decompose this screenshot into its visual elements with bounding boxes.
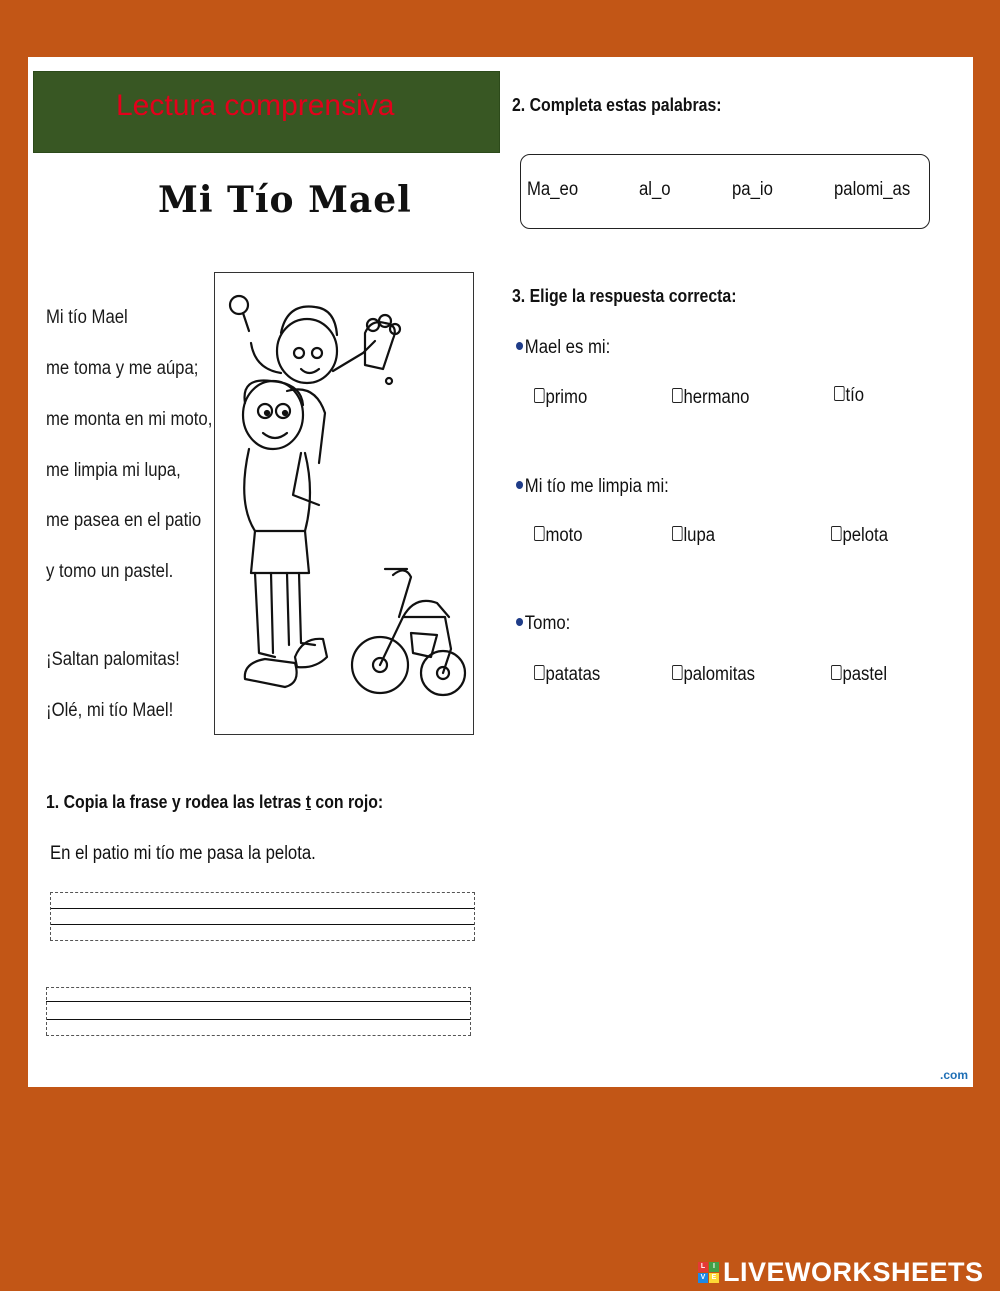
option-hermano[interactable] [672, 387, 749, 409]
option-label: hermano [683, 387, 750, 408]
liveworksheets-grid-icon [698, 1262, 719, 1283]
poem-line: me pasea en el patio [46, 510, 202, 531]
dashed-guide [46, 987, 471, 988]
checkbox-icon[interactable] [534, 526, 545, 541]
checkbox-icon[interactable] [534, 388, 545, 403]
option-tio[interactable] [834, 385, 864, 407]
checkbox-icon[interactable] [834, 386, 845, 401]
question-text: Mael es mi: [524, 337, 611, 358]
blank-word[interactable]: pa_io [732, 179, 773, 200]
question-text: Mi tío me limpia mi: [524, 476, 669, 497]
line-edge [50, 892, 51, 940]
checkbox-icon[interactable] [672, 526, 683, 541]
solid-guide [50, 924, 475, 925]
poem-line: me limpia mi lupa, [46, 460, 181, 481]
question1-heading-part: con rojo: [311, 792, 384, 812]
line-edge [470, 987, 471, 1035]
banner-title: Lectura comprensiva [116, 89, 395, 122]
bullet-icon [516, 342, 523, 350]
question1-heading-part: 1. Copia la frase y rodea las letras [46, 792, 306, 812]
logo-letter: I [709, 1262, 719, 1272]
blank-word[interactable]: palomi_as [834, 179, 911, 200]
solid-guide [50, 908, 475, 909]
line-edge [474, 892, 475, 940]
option-label: tío [845, 385, 865, 406]
left-column [28, 57, 500, 1087]
solid-guide [46, 1019, 471, 1020]
question-item-2 [516, 476, 669, 498]
solid-guide [46, 1001, 471, 1002]
checkbox-icon[interactable] [672, 665, 683, 680]
question-item-1 [516, 337, 610, 359]
poem-line: ¡Saltan palomitas! [46, 649, 180, 670]
question1-heading-letter: t [305, 792, 312, 812]
poem-line: me toma y me aúpa; [46, 358, 199, 379]
dotcom-mark: .com [939, 1068, 968, 1082]
story-title: Mi Tío Mael [158, 179, 412, 221]
story-illustration [214, 272, 474, 735]
bullet-icon [516, 481, 523, 489]
question-text: Tomo: [524, 613, 571, 634]
dashed-guide [50, 892, 475, 893]
title-banner [33, 71, 500, 153]
blank-word[interactable]: Ma_eo [527, 179, 579, 200]
logo-letter: E [709, 1273, 719, 1283]
poem-line: me monta en mi moto, [46, 409, 213, 430]
question2-heading: 2. Completa estas palabras: [512, 95, 722, 115]
poem-line: Mi tío Mael [46, 307, 128, 328]
worksheet [28, 57, 973, 1087]
poem-line: ¡Olé, mi tío Mael! [46, 700, 174, 721]
dashed-guide [50, 940, 475, 941]
option-patatas[interactable] [534, 664, 600, 686]
checkbox-icon[interactable] [672, 388, 683, 403]
word-completion-box [520, 154, 930, 229]
option-primo[interactable] [534, 387, 587, 409]
option-lupa[interactable] [672, 525, 715, 547]
dashed-guide [46, 1035, 471, 1036]
blank-word[interactable]: al_o [639, 179, 671, 200]
option-label: lupa [683, 525, 716, 546]
line-edge [46, 987, 47, 1035]
liveworksheets-logo[interactable] [698, 1257, 984, 1288]
option-label: patatas [545, 664, 601, 685]
option-label: palomitas [683, 664, 756, 685]
writing-line-2[interactable] [46, 987, 471, 1035]
checkbox-icon[interactable] [831, 526, 842, 541]
bullet-icon [516, 618, 523, 626]
question-item-3 [516, 613, 570, 635]
option-pastel[interactable] [831, 664, 887, 686]
checkbox-icon[interactable] [534, 665, 545, 680]
option-palomitas[interactable] [672, 664, 755, 686]
logo-letter: L [698, 1262, 708, 1272]
copy-sentence: En el patio mi tío me pasa la pelota. [50, 843, 316, 864]
option-pelota[interactable] [831, 525, 888, 547]
question3-heading: 3. Elige la respuesta correcta: [512, 286, 737, 306]
logo-letter: V [698, 1273, 708, 1283]
option-label: pastel [842, 664, 888, 685]
question1-heading [46, 792, 383, 813]
right-column [500, 57, 973, 1087]
poem-line: y tomo un pastel. [46, 561, 174, 582]
option-moto[interactable] [534, 525, 583, 547]
writing-line-1[interactable] [50, 892, 475, 940]
man-child-motorbike-drawing [215, 273, 473, 734]
checkbox-icon[interactable] [831, 665, 842, 680]
option-label: primo [545, 387, 588, 408]
liveworksheets-wordmark: LIVEWORKSHEETS [723, 1257, 984, 1287]
option-label: pelota [842, 525, 889, 546]
option-label: moto [545, 525, 583, 546]
